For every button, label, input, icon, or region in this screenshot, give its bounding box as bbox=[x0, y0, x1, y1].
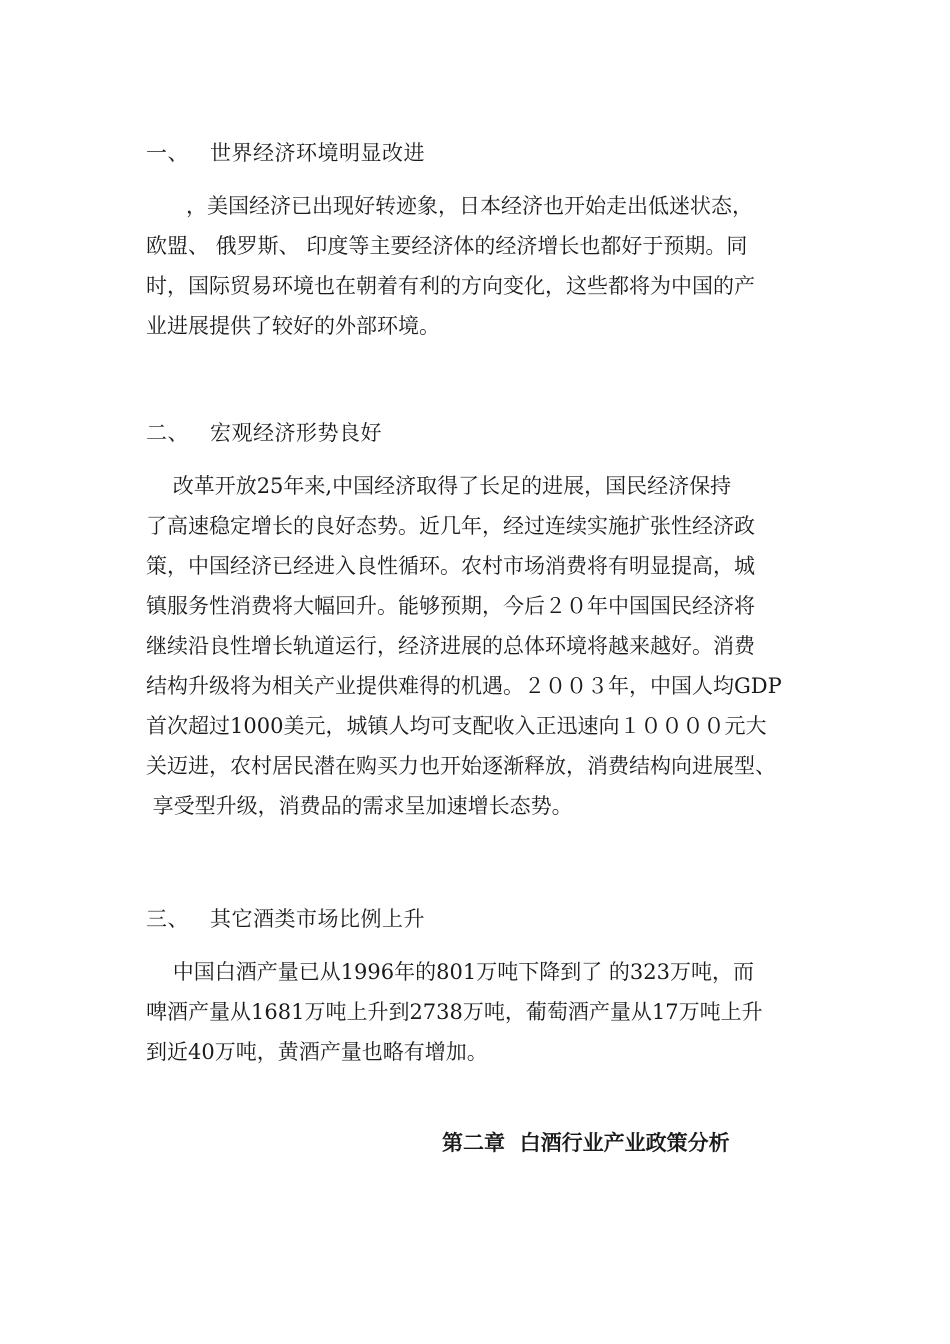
section-2-line-7: 首次超过1000美元，城镇人均可支配收入正迅速向１００００元大 bbox=[146, 714, 767, 738]
section-3-number: 三、 bbox=[146, 907, 189, 931]
section-2-number: 二、 bbox=[146, 421, 189, 445]
section-2-line-8: 关迈进，农村居民潜在购买力也开始逐渐释放，消费结构向进展型、 bbox=[146, 754, 776, 778]
section-2-line-3: 策，中国经济已经进入良性循环。农村市场消费将有明显提高，城 bbox=[146, 554, 755, 578]
section-3-line-2: 啤酒产量从1681万吨上升到2738万吨，葡萄酒产量从17万吨上升 bbox=[146, 1000, 763, 1024]
section-2-line-2: 了高速稳定增长的良好态势。近几年，经过连续实施扩张性经济政 bbox=[146, 514, 755, 538]
section-2-title: 宏观经济形势良好 bbox=[210, 421, 382, 445]
section-1-line-4: 业进展提供了较好的外部环境。 bbox=[146, 314, 440, 338]
section-1-number: 一、 bbox=[146, 141, 189, 165]
section-3-paragraph bbox=[146, 952, 836, 1072]
section-3-title: 其它酒类市场比例上升 bbox=[210, 907, 425, 931]
section-1-heading bbox=[146, 138, 425, 168]
section-3-heading bbox=[146, 904, 425, 934]
section-1-title: 世界经济环境明显改进 bbox=[210, 141, 425, 165]
section-3-line-1: 中国白酒产量已从1996年的801万吨下降到了 的323万吨，而 bbox=[146, 960, 754, 984]
section-2-line-9: 享受型升级，消费品的需求呈加速增长态势。 bbox=[146, 794, 573, 818]
section-2-heading bbox=[146, 418, 382, 448]
section-2-line-5: 继续沿良性增长轨道运行，经济进展的总体环境将越来越好。消费 bbox=[146, 634, 755, 658]
chapter-title: 第二章 白酒行业产业政策分析 bbox=[442, 1131, 730, 1155]
section-1-paragraph bbox=[146, 186, 836, 346]
section-3-line-3: 到近40万吨，黄酒产量也略有增加。 bbox=[146, 1040, 488, 1064]
section-2-line-1: 改革开放25年来,中国经济取得了长足的进展，国民经济保持 bbox=[146, 474, 732, 498]
section-2-line-4: 镇服务性消费将大幅回升。能够预期，今后２０年中国国民经济将 bbox=[146, 594, 755, 618]
section-1-line-1: ，美国经济已出现好转迹象，日本经济也开始走出低迷状态， bbox=[146, 194, 754, 218]
section-1-line-2: 欧盟、 俄罗斯、 印度等主要经济体的经济增长也都好于预期。同 bbox=[146, 234, 748, 258]
section-1-line-3: 时，国际贸易环境也在朝着有利的方向变化，这些都将为中国的产 bbox=[146, 274, 755, 298]
section-2-line-6: 结构升级将为相关产业提供难得的机遇。２００３年，中国人均GDP bbox=[146, 674, 782, 698]
section-2-paragraph bbox=[146, 466, 836, 826]
